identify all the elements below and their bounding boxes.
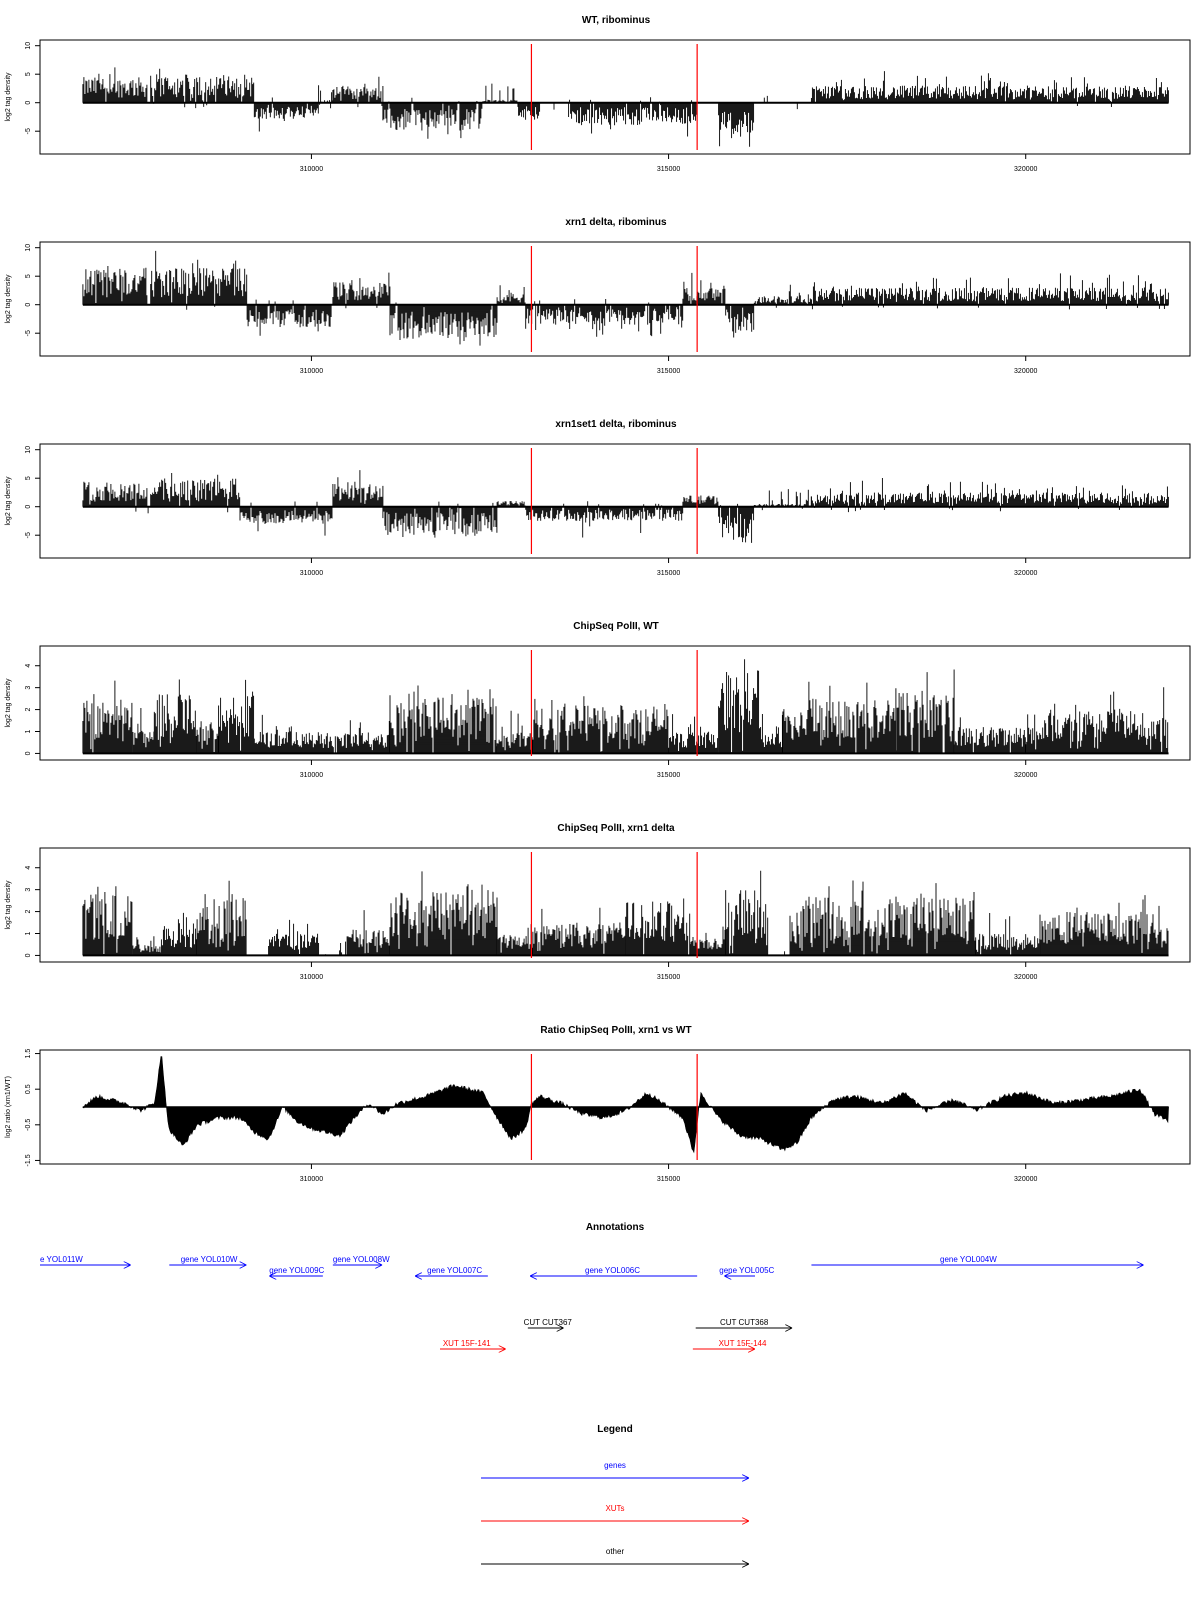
y-tick-label: 0	[25, 953, 32, 958]
y-tick-label: 10	[25, 243, 32, 252]
annotations-title: Annotations	[585, 1222, 645, 1233]
legend-title: Legend	[597, 1424, 633, 1435]
panel-title: Ratio ChipSeq PolII, xrn1 vs WT	[540, 1025, 692, 1036]
track-data	[83, 659, 1169, 753]
feature-gene-yol006c	[530, 1266, 697, 1276]
density-bars	[383, 98, 482, 139]
feature-label: e YOL011W	[40, 1255, 83, 1264]
legend-label: XUTs	[605, 1504, 625, 1513]
feature-label: gene YOL008W	[332, 1255, 390, 1264]
feature-gene-yol008w	[333, 1255, 390, 1265]
density-bars	[976, 913, 1040, 955]
feature-cut-cut367	[524, 1318, 573, 1328]
density-bars	[390, 871, 497, 955]
y-tick-label: 5	[25, 72, 32, 77]
y-axis-label: log2 tag density	[5, 678, 12, 728]
density-segment-2	[154, 680, 196, 754]
density-bars	[1040, 895, 1168, 955]
panel-title: xrn1 delta, ribominus	[565, 217, 667, 228]
feature-label: gene YOL006C	[585, 1266, 641, 1275]
y-tick-label: 10	[25, 445, 32, 454]
track-panel-chipseq-polii-wt	[5, 621, 1190, 779]
density-segment-3	[197, 881, 246, 956]
density-bars	[269, 920, 319, 956]
y-axis-label: log2 tag density	[5, 880, 12, 930]
density-segment-15	[1026, 687, 1168, 753]
density-bars	[83, 67, 147, 102]
density-segment-11	[626, 899, 690, 956]
density-bars	[1026, 687, 1168, 753]
y-tick-label: 2	[25, 707, 32, 712]
density-segment-0	[83, 67, 147, 102]
y-tick-label: 0.5	[25, 1084, 32, 1095]
y-tick-label: -5	[25, 532, 32, 539]
density-segment-9	[540, 103, 568, 110]
density-bars	[154, 680, 196, 754]
x-tick-label: 315000	[656, 974, 681, 981]
density-segment-3	[197, 721, 218, 753]
density-bars	[683, 273, 725, 305]
density-bars	[497, 285, 525, 304]
density-segment-12	[719, 103, 754, 147]
track-panel-wt-ribominus	[5, 15, 1190, 173]
y-axis-label: log2 tag density	[5, 274, 12, 324]
density-segment-14	[811, 71, 1168, 107]
density-segment-7	[347, 910, 389, 955]
density-bars	[390, 303, 497, 346]
legend-item-genes	[481, 1461, 749, 1478]
feature-cut-cut368	[696, 1318, 792, 1328]
density-bars	[83, 681, 132, 754]
x-tick-label: 315000	[656, 1176, 681, 1183]
density-bars	[783, 682, 897, 754]
y-tick-label: 1.5	[25, 1048, 32, 1059]
density-segment-14	[954, 717, 1025, 753]
feature-e-yol011w	[40, 1255, 131, 1265]
y-tick-label: -5	[25, 128, 32, 135]
density-segment-2	[151, 251, 247, 310]
track-data	[83, 1057, 1169, 1153]
density-bars	[954, 717, 1025, 753]
density-bars	[497, 924, 532, 955]
density-bars	[497, 711, 532, 754]
feature-xut-15f-141	[440, 1339, 506, 1349]
density-bars	[319, 85, 333, 108]
density-bars	[133, 708, 154, 753]
panel-title: xrn1set1 delta, ribominus	[555, 419, 677, 430]
legend-item-other	[481, 1547, 749, 1564]
density-bars	[761, 714, 782, 753]
density-segment-2	[161, 913, 196, 956]
density-bars	[533, 696, 668, 753]
track-panel-chipseq-polii-xrn1-delta	[5, 823, 1190, 981]
panel-title: WT, ribominus	[581, 15, 651, 26]
density-segment-13	[726, 871, 768, 956]
density-segment-4	[333, 470, 383, 507]
y-tick-label: -1.5	[25, 1154, 32, 1167]
annotations-track	[40, 1222, 1144, 1349]
density-segment-1	[133, 708, 154, 753]
track-data	[83, 251, 1169, 346]
density-bars	[811, 71, 1168, 107]
density-bars	[197, 881, 246, 956]
density-bars	[726, 871, 768, 956]
density-bars	[151, 251, 247, 310]
density-segment-6	[383, 98, 482, 139]
track-data	[83, 871, 1169, 956]
track-panels	[5, 15, 1190, 1183]
density-segment-17	[1040, 895, 1168, 955]
y-tick-label: 5	[25, 476, 32, 481]
density-bars	[319, 942, 347, 956]
x-tick-label: 320000	[1014, 1176, 1038, 1183]
density-segment-8	[533, 696, 668, 753]
density-bars	[719, 659, 761, 753]
density-segment-9	[719, 504, 754, 543]
density-bars	[83, 266, 147, 305]
density-segment-0	[83, 681, 132, 754]
legend	[481, 1424, 749, 1564]
density-segment-1	[133, 936, 161, 955]
x-tick-label: 310000	[299, 368, 324, 375]
y-tick-label: 2	[25, 909, 32, 914]
panel-title: ChipSeq PolII, WT	[573, 621, 659, 632]
density-bars	[219, 680, 254, 754]
feature-gene-yol005c	[719, 1266, 774, 1276]
density-segment-4	[219, 680, 254, 754]
density-bars	[533, 908, 625, 956]
y-tick-label: 1	[25, 931, 32, 936]
x-tick-label: 310000	[299, 772, 324, 779]
y-tick-label: 0	[25, 504, 32, 509]
density-segment-16	[976, 913, 1040, 955]
x-tick-label: 310000	[299, 166, 324, 173]
density-segment-4	[319, 85, 333, 108]
density-segment-5	[269, 920, 319, 956]
density-segment-0	[83, 266, 147, 305]
density-segment-6	[319, 942, 347, 956]
y-tick-label: 3	[25, 887, 32, 892]
track-panel-ratio-chipseq-polii-xrn1-vs-wt	[5, 1025, 1190, 1183]
feature-label: gene YOL009C	[269, 1266, 325, 1275]
density-bars	[726, 305, 754, 338]
panel-title: ChipSeq PolII, xrn1 delta	[557, 823, 675, 834]
y-tick-label: 4	[25, 663, 32, 668]
density-segment-12	[690, 927, 725, 956]
density-bars	[626, 899, 690, 956]
feature-label: XUT 15F-141	[442, 1339, 491, 1348]
density-segment-11	[761, 714, 782, 753]
y-tick-label: -0.5	[25, 1118, 32, 1131]
feature-label: gene YOL010W	[180, 1255, 238, 1264]
feature-label: gene YOL007C	[427, 1266, 483, 1275]
density-bars	[719, 103, 754, 147]
track-data	[83, 470, 1169, 543]
density-segment-8	[519, 103, 540, 120]
feature-label: gene YOL005C	[719, 1266, 775, 1275]
density-segment-10	[719, 659, 761, 753]
x-tick-label: 315000	[656, 368, 681, 375]
feature-label: gene YOL004W	[940, 1255, 997, 1264]
feature-gene-yol010w	[169, 1255, 246, 1265]
density-segment-13	[897, 670, 954, 754]
x-tick-label: 320000	[1014, 166, 1038, 173]
y-tick-label: 4	[25, 865, 32, 870]
y-tick-label: -5	[25, 330, 32, 337]
y-tick-label: 3	[25, 685, 32, 690]
x-tick-label: 320000	[1014, 368, 1038, 375]
feature-label: CUT CUT367	[523, 1318, 572, 1327]
density-segment-15	[790, 881, 975, 956]
feature-gene-yol007c	[415, 1266, 488, 1276]
y-tick-label: 5	[25, 274, 32, 279]
density-bars	[161, 913, 196, 956]
density-bars	[83, 886, 132, 955]
density-bars	[897, 670, 954, 754]
track-panel-xrn1-delta-ribominus	[5, 217, 1190, 375]
x-tick-label: 310000	[299, 570, 324, 577]
density-segment-12	[783, 682, 897, 754]
density-segment-8	[683, 496, 718, 507]
ratio-area	[83, 1057, 1169, 1153]
feature-gene-yol004w	[811, 1255, 1143, 1265]
x-tick-label: 320000	[1014, 570, 1038, 577]
legend-item-xuts	[481, 1504, 749, 1521]
density-bars	[683, 496, 718, 507]
density-segment-9	[669, 714, 718, 753]
y-axis-label: log2 ratio (xrn1/WT)	[5, 1076, 12, 1138]
density-segment-7	[497, 711, 532, 754]
density-bars	[719, 504, 754, 543]
density-bars	[540, 103, 568, 110]
density-segment-4	[333, 273, 390, 309]
density-bars	[197, 721, 218, 753]
x-tick-label: 315000	[656, 772, 681, 779]
density-segment-9	[726, 305, 754, 338]
density-segment-8	[683, 273, 725, 305]
density-bars	[333, 470, 383, 507]
density-segment-5	[390, 303, 497, 346]
y-axis-label: log2 tag density	[5, 476, 12, 526]
y-tick-label: 0	[25, 100, 32, 105]
density-bars	[133, 936, 161, 955]
y-tick-label: 0	[25, 751, 32, 756]
density-segment-6	[390, 686, 497, 754]
x-tick-label: 320000	[1014, 974, 1038, 981]
density-segment-5	[254, 715, 389, 754]
feature-gene-yol009c	[269, 1266, 324, 1276]
feature-label: CUT CUT368	[720, 1318, 769, 1327]
x-tick-label: 310000	[299, 1176, 324, 1183]
density-bars	[690, 927, 725, 956]
density-segment-10	[533, 908, 625, 956]
density-segment-9	[497, 924, 532, 955]
density-bars	[254, 715, 389, 754]
legend-label: genes	[604, 1461, 626, 1470]
density-bars	[519, 103, 540, 120]
track-panel-xrn1set1-delta-ribominus	[5, 419, 1190, 577]
density-bars	[790, 881, 975, 956]
density-segment-0	[83, 886, 132, 955]
track-data	[83, 67, 1169, 146]
density-bars	[333, 273, 390, 309]
density-segment-8	[390, 871, 497, 955]
x-tick-label: 315000	[656, 570, 681, 577]
y-tick-label: 10	[25, 41, 32, 50]
y-axis-label: log2 tag density	[5, 72, 12, 122]
x-tick-label: 320000	[1014, 772, 1038, 779]
y-tick-label: 1	[25, 729, 32, 734]
feature-label: XUT 15F-144	[718, 1339, 767, 1348]
feature-xut-15f-144	[693, 1339, 767, 1349]
density-bars	[669, 714, 718, 753]
density-bars	[347, 910, 389, 955]
legend-label: other	[605, 1547, 625, 1556]
x-tick-label: 315000	[656, 166, 681, 173]
x-tick-label: 310000	[299, 974, 324, 981]
density-segment-6	[497, 285, 525, 304]
density-bars	[390, 686, 497, 754]
y-tick-label: 0	[25, 302, 32, 307]
